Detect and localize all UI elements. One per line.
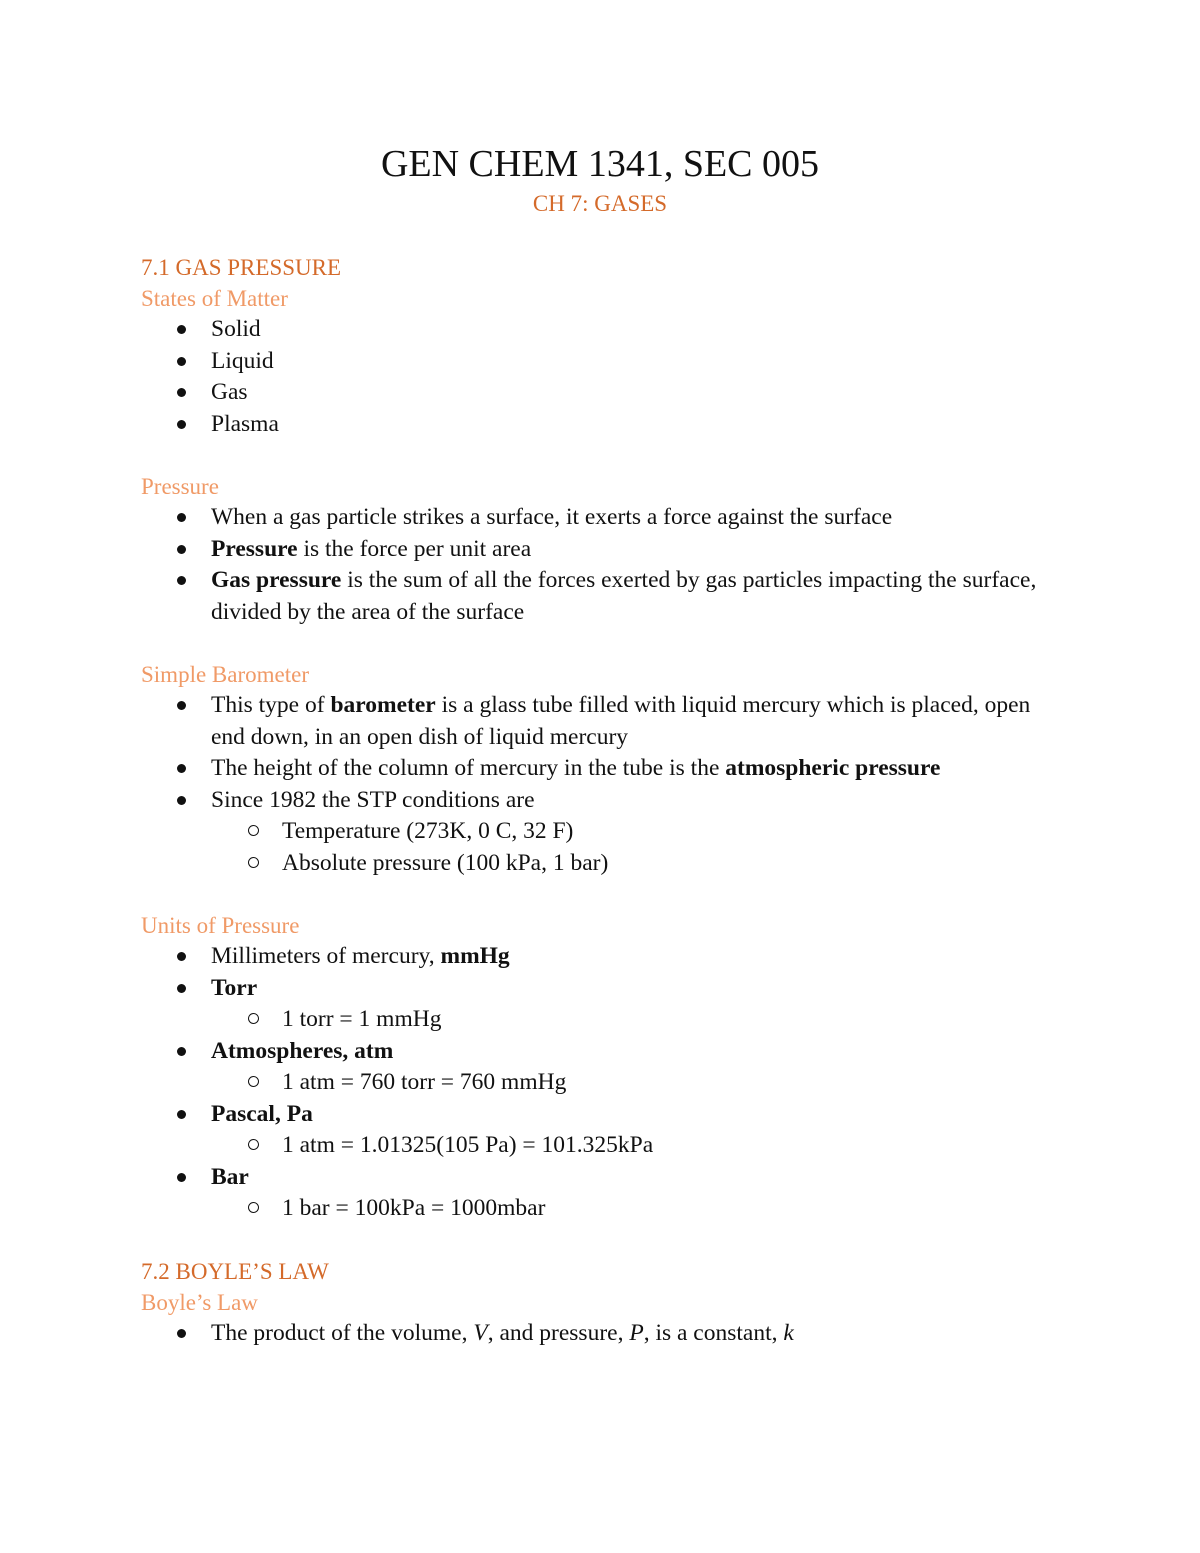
sub-list-item xyxy=(211,1130,1061,1162)
sub-list-item-text: 1 bar = 100kPa = 1000mbar xyxy=(282,1195,546,1221)
list-item xyxy=(141,502,1061,534)
bullet-icon xyxy=(177,701,186,710)
bullet-icon xyxy=(177,388,186,397)
list-item xyxy=(141,1318,1061,1350)
list-item-text: Plasma xyxy=(211,410,279,437)
circle-bullet-icon xyxy=(248,1076,259,1087)
bullet-icon xyxy=(177,796,186,805)
bold-term: Gas pressure xyxy=(211,567,342,593)
bold-term: Atmospheres, atm xyxy=(211,1037,394,1064)
bullet-icon xyxy=(177,984,186,993)
bold-term: barometer xyxy=(330,692,436,718)
italic-variable: V xyxy=(473,1319,488,1346)
list-item xyxy=(141,753,1061,785)
section-heading-7-1: 7.1 GAS PRESSURE xyxy=(141,255,342,280)
circle-bullet-icon xyxy=(248,857,259,868)
list-item xyxy=(141,1099,1061,1162)
bullet-icon xyxy=(177,576,186,585)
sub-list-item-text: Absolute pressure (100 kPa, 1 bar) xyxy=(282,849,609,876)
italic-variable: k xyxy=(783,1319,794,1346)
list-item-text: is a glass tube filled with liquid mercury which is placed, open end down, in an open dish of liquid mercury xyxy=(211,692,1031,750)
bullet-icon xyxy=(177,952,186,961)
document-title: GEN CHEM 1341, SEC 005 xyxy=(380,143,820,185)
list-item-text: Liquid xyxy=(211,347,274,374)
list-item xyxy=(141,346,1061,378)
sub-list-item xyxy=(211,1067,1061,1099)
sub-list-item-text: 1 atm = 760 torr = 760 mmHg xyxy=(282,1069,567,1095)
sub-list-item xyxy=(211,1004,1061,1036)
pascal-sublist xyxy=(211,1130,1061,1162)
bullet-icon xyxy=(177,1173,186,1182)
subheading-boyles-law: Boyle’s Law xyxy=(141,1289,258,1315)
subheading-units-of-pressure: Units of Pressure xyxy=(141,913,300,938)
bold-term: atmospheric pressure xyxy=(725,755,941,781)
sub-list-item xyxy=(211,848,1061,880)
list-item xyxy=(141,690,1061,753)
section-heading-7-2: 7.2 BOYLE’S LAW xyxy=(141,1258,329,1284)
list-item xyxy=(141,565,1061,628)
subheading-pressure: Pressure xyxy=(141,474,219,499)
list-item xyxy=(141,1162,1061,1225)
stp-sublist xyxy=(211,816,1061,879)
chapter-subtitle: CH 7: GASES xyxy=(532,191,668,216)
sub-list-item-text: 1 atm = 1.01325(105 Pa) = 101.325kPa xyxy=(282,1132,654,1158)
list-item-text: The product of the volume, xyxy=(211,1319,474,1346)
boyle-list xyxy=(141,1318,1061,1350)
list-item xyxy=(141,534,1061,566)
bold-term: Pascal, Pa xyxy=(211,1100,313,1127)
list-item-text: The height of the column of mercury in the tube is the xyxy=(211,755,726,781)
italic-variable: P xyxy=(629,1319,644,1346)
bullet-icon xyxy=(177,1047,186,1056)
list-item xyxy=(141,409,1061,441)
bold-term: Torr xyxy=(211,974,258,1001)
atm-sublist xyxy=(211,1067,1061,1099)
list-item-text: Gas xyxy=(211,379,248,405)
bullet-icon xyxy=(177,764,186,773)
torr-sublist xyxy=(211,1004,1061,1036)
list-item-text: is the force per unit area xyxy=(297,535,532,562)
states-list xyxy=(141,314,1061,440)
bold-term: mmHg xyxy=(440,943,510,969)
circle-bullet-icon xyxy=(248,1139,259,1150)
sub-list-item xyxy=(211,816,1061,848)
sub-list-item xyxy=(211,1193,1061,1225)
pressure-list xyxy=(141,502,1061,628)
bullet-icon xyxy=(177,513,186,522)
circle-bullet-icon xyxy=(248,1013,259,1024)
list-item-text: is the sum of all the forces exerted by gas particles impacting the surface, divided by the area of the surface xyxy=(211,567,1037,625)
units-list xyxy=(141,941,1061,1225)
list-item-text: This type of xyxy=(211,692,331,718)
bullet-icon xyxy=(177,1329,186,1338)
circle-bullet-icon xyxy=(248,825,259,836)
list-item-text: When a gas particle strikes a surface, it exerts a force against the surface xyxy=(211,504,893,530)
bold-term: Pressure xyxy=(211,535,298,562)
list-item xyxy=(141,973,1061,1036)
bold-term: Bar xyxy=(211,1163,249,1190)
list-item-text: Millimeters of mercury, xyxy=(211,943,441,969)
bullet-icon xyxy=(177,420,186,429)
sub-list-item-text: Temperature (273K, 0 C, 32 F) xyxy=(282,818,574,844)
list-item-text: , is a constant, xyxy=(643,1319,784,1346)
subheading-simple-barometer: Simple Barometer xyxy=(141,662,309,687)
bullet-icon xyxy=(177,357,186,366)
barometer-list xyxy=(141,690,1061,879)
sub-list-item-text: 1 torr = 1 mmHg xyxy=(282,1006,442,1032)
list-item xyxy=(141,314,1061,346)
bullet-icon xyxy=(177,1110,186,1119)
list-item xyxy=(141,1036,1061,1099)
list-item xyxy=(141,785,1061,880)
bullet-icon xyxy=(177,545,186,554)
list-item-text: , and pressure, xyxy=(487,1319,630,1346)
bullet-icon xyxy=(177,325,186,334)
notes-body xyxy=(141,252,1061,1349)
list-item-text: Since 1982 the STP conditions are xyxy=(211,786,535,813)
list-item xyxy=(141,941,1061,973)
bar-sublist xyxy=(211,1193,1061,1225)
list-item-text: Solid xyxy=(211,316,261,342)
subheading-states-of-matter: States of Matter xyxy=(141,286,288,311)
list-item xyxy=(141,377,1061,409)
circle-bullet-icon xyxy=(248,1202,259,1213)
